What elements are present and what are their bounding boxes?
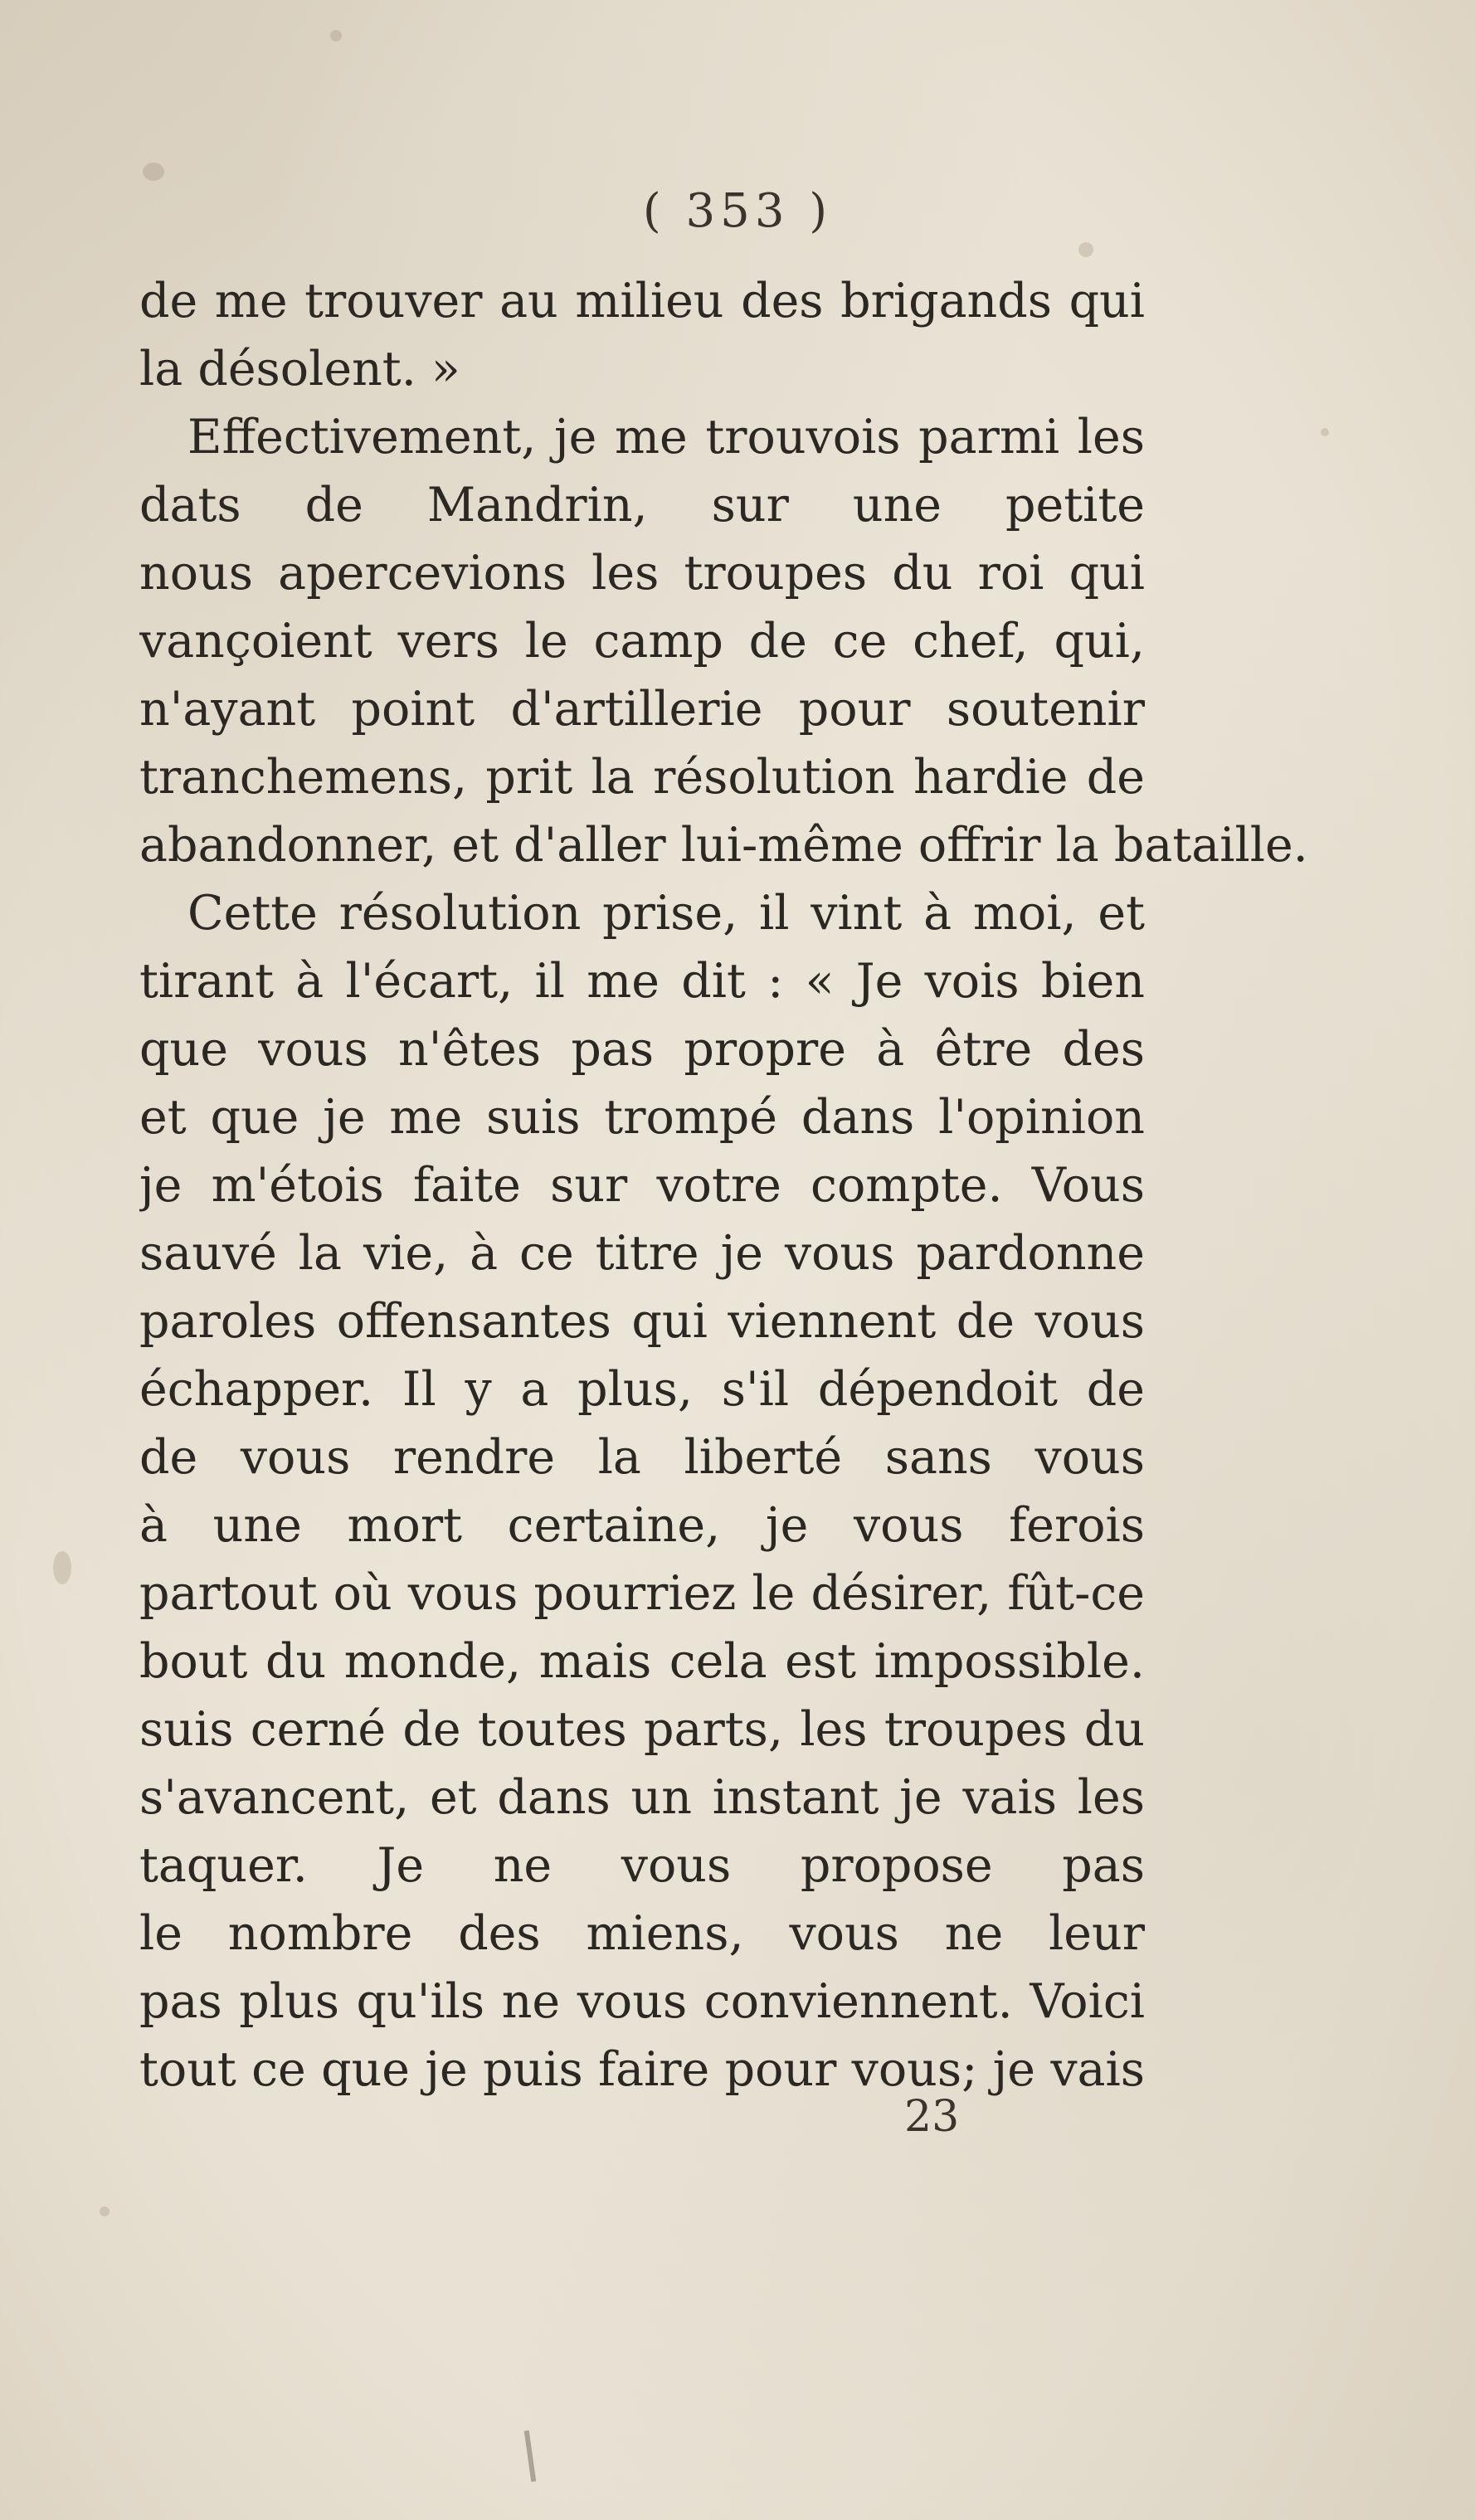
body-text [139,267,1308,2104]
foxing-spot [1078,242,1093,257]
text-line: sauvé la vie, à ce titre je vous pardonne [139,1226,1145,1281]
text-line: suis cerné de toutes parts, les troupes du [139,1702,1145,1757]
text-line: et que je me suis trompé dans l'opinion [139,1090,1145,1145]
text-line: vançoient vers le camp de ce chef, qui, [139,614,1145,669]
text-line: n'ayant point d'artillerie pour soutenir [139,682,1145,737]
text-line: dats de Mandrin, sur une petite [139,478,1145,533]
text-line: Cette résolution prise, il vint à moi, et [187,886,1145,941]
text-line: échapper. Il y a plus, s'il dépendoit de [139,1362,1145,1417]
text-line: tout ce que je puis faire pour vous; je vais [139,2042,1145,2097]
text-line: tirant à l'écart, il me dit : « Je vois bien [139,954,1145,1009]
text-line: de vous rendre la liberté sans vous [139,1430,1145,1485]
page-number-header: ( 353 ) [642,184,833,238]
text-line: à une mort certaine, je vous ferois [139,1498,1145,1553]
text-line: bout du monde, mais cela est impossible. [139,1634,1145,1689]
text-line: Effectivement, je me trouvois parmi les [187,410,1145,465]
foxing-spot [1321,428,1329,436]
pencil-mark [524,2430,537,2482]
text-line: pas plus qu'ils ne vous conviennent. Voici [139,1974,1145,2029]
foxing-spot [53,1551,71,1584]
text-line: je m'étois faite sur votre compte. Vous [139,1158,1145,1213]
text-line: s'avancent, et dans un instant je vais les [139,1770,1145,1825]
text-line: partout où vous pourriez le désirer, fût-ce [139,1566,1145,1621]
foxing-spot [143,163,164,181]
text-line: abandonner, et d'aller lui-même offrir la bataille. [139,818,1308,873]
text-line: nous apercevions les troupes du roi qui [139,546,1145,601]
foxing-spot [330,30,342,41]
text-line: que vous n'êtes pas propre à être des [139,1022,1145,1077]
text-line: de me trouver au milieu des brigands qui [139,274,1145,328]
text-line: le nombre des miens, vous ne leur [139,1906,1145,1961]
text-line: tranchemens, prit la résolution hardie de [139,750,1145,805]
foxing-spot [100,2206,110,2216]
text-line: taquer. Je ne vous propose pas [139,1838,1145,1893]
signature-mark: 23 [904,2092,960,2142]
text-line: la désolent. » [139,342,460,396]
text-line: paroles offensantes qui viennent de vous [139,1294,1145,1349]
